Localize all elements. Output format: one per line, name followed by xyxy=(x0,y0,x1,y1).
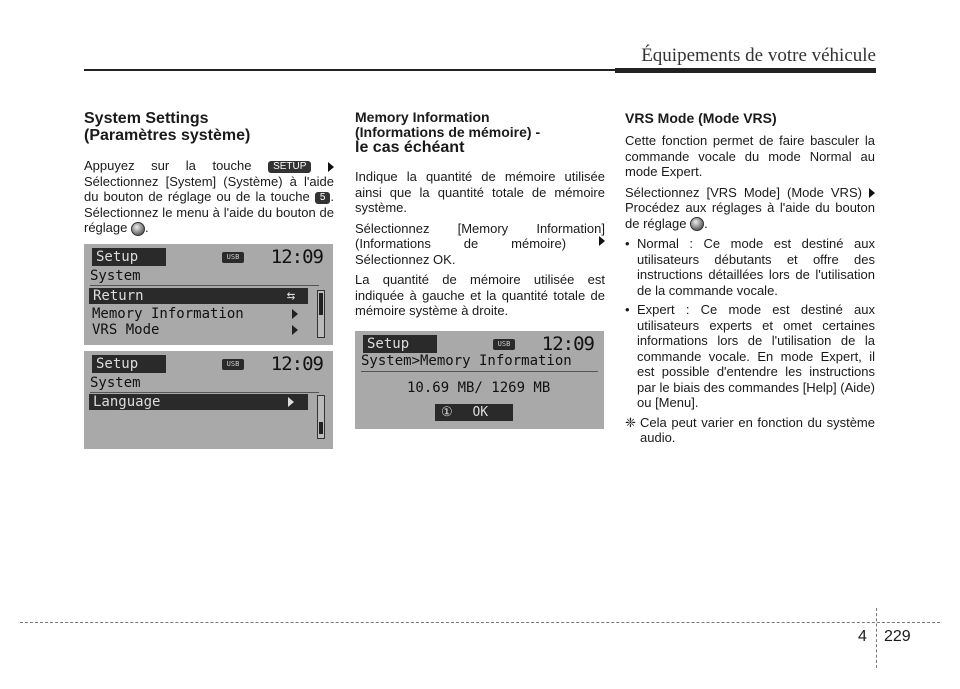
chevron-right-icon xyxy=(292,325,298,335)
tune-knob-icon xyxy=(690,217,704,231)
setup-key-icon: SETUP xyxy=(268,161,311,173)
column-vrs-mode xyxy=(625,110,875,446)
arrow-right-icon xyxy=(599,236,605,246)
list-item: • Expert : Ce mode est destiné aux utilisateurs experts et omet certaines informations lors de l'utilisation de la commande vocale. En mode Expert, il est possible d'entendre les instructions par le biais des commandes [Help] (Aide) ou [Menu]. xyxy=(625,302,875,411)
usb-icon: USB xyxy=(222,252,244,263)
screen-title: Setup xyxy=(92,248,166,266)
screen-section: System xyxy=(90,268,141,284)
note-icon: ❈ xyxy=(625,414,636,430)
arrow-right-icon xyxy=(869,188,875,198)
menu-item-memory: Memory Information xyxy=(92,306,244,322)
menu-item-language: Language xyxy=(89,394,275,410)
list-item: • Normal : Ce mode est destiné aux utilisateurs débutants et offre des instructions détaillées lors de l'utilisation de la commande vocale. xyxy=(625,236,875,298)
section-heading: System Settings (Paramètres système) xyxy=(84,110,251,144)
running-header: Équipements de votre véhicule xyxy=(641,45,876,66)
screen-section: System xyxy=(90,375,141,391)
ok-button: ① OK xyxy=(435,404,513,421)
usb-icon: USB xyxy=(222,359,244,370)
instruction-paragraph: Sélectionnez [VRS Mode] (Mode VRS) Procédez aux réglages à l'aide du bouton de réglage . xyxy=(625,184,875,231)
screen-section: System>Memory Information xyxy=(361,353,572,369)
menu-item-vrs: VRS Mode xyxy=(92,322,160,338)
section-heading: VRS Mode (Mode VRS) xyxy=(625,110,777,126)
mode-list xyxy=(625,236,875,411)
column-memory-information xyxy=(355,110,605,324)
scrollbar xyxy=(317,395,325,439)
column-system-settings xyxy=(84,110,334,241)
section-heading: Memory Information (Informations de mémoire) - le cas échéant xyxy=(355,109,541,156)
clock: 12:09 xyxy=(270,353,323,375)
key-5-icon: 5 xyxy=(315,192,331,204)
footer-rule xyxy=(20,622,940,623)
footer-divider xyxy=(876,608,877,668)
display-screen-language xyxy=(84,351,333,449)
menu-item-return: Return xyxy=(89,288,275,304)
tune-knob-icon xyxy=(131,222,145,236)
header-rule-accent xyxy=(615,68,876,73)
ok-icon: ① xyxy=(441,405,453,420)
screen-title: Setup xyxy=(363,335,437,353)
scrollbar xyxy=(317,290,325,338)
instruction-paragraph: Sélectionnez [Memory Information] (Informations de mémoire) Sélectionnez OK. xyxy=(355,220,605,267)
note: ❈ Cela peut varier en fonction du système audio. xyxy=(625,414,875,446)
description-paragraph: Cette fonction permet de faire basculer la commande vocale du mode Normal au mode Expert. xyxy=(625,133,875,179)
clock: 12:09 xyxy=(270,246,323,268)
arrow-right-icon xyxy=(328,162,334,172)
instruction-paragraph: Appuyez sur la touche SETUP Sélectionnez [System] (Système) à l'aide du bouton de réglage ou de la touche 5 . Sélectionnez le menu à l'aide du bouton de réglage . xyxy=(84,158,334,235)
chapter-number: 4 xyxy=(858,628,867,645)
screen-title: Setup xyxy=(92,355,166,373)
description-paragraph: Indique la quantité de mémoire utilisée ainsi que la quantité totale de mémoire système. xyxy=(355,169,605,215)
memory-usage: 10.69 MB/ 1269 MB xyxy=(407,380,551,396)
clock: 12:09 xyxy=(541,333,594,355)
page-number: 229 xyxy=(884,628,911,645)
display-screen-memory xyxy=(355,331,604,429)
result-paragraph: La quantité de mémoire utilisée est indiquée à gauche et la quantité totale de mémoire système à droite. xyxy=(355,272,605,318)
chevron-right-icon xyxy=(288,397,294,407)
return-icon: ⇆ xyxy=(274,288,308,304)
usb-icon: USB xyxy=(493,339,515,350)
chevron-right-icon xyxy=(292,309,298,319)
display-screen-system-menu xyxy=(84,244,333,345)
